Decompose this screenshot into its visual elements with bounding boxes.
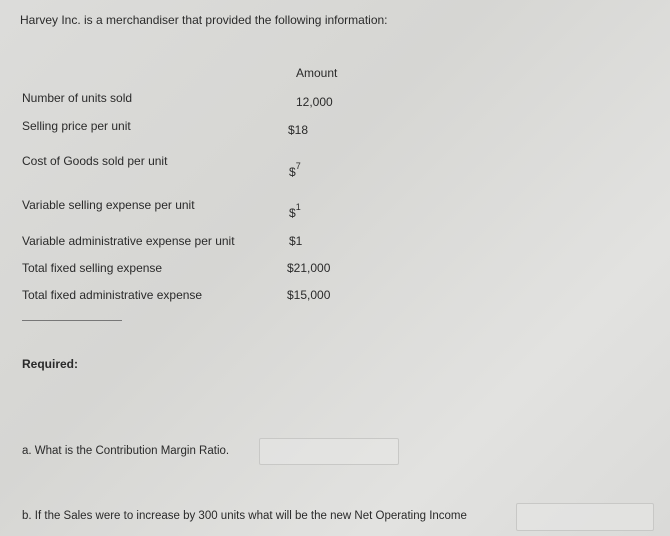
- currency-symbol: $: [289, 165, 296, 179]
- question-b-label: b. If the Sales were to increase by 300 units what will be the new Net Operating Income: [22, 510, 467, 522]
- row-value: $18: [288, 123, 309, 137]
- row-value: $21,000: [287, 261, 331, 275]
- question-a-label: a. What is the Contribution Margin Ratio.: [22, 445, 230, 457]
- value-number: 7: [295, 161, 301, 171]
- amount-header: Amount: [296, 66, 338, 80]
- row-label: Variable selling expense per unit: [22, 198, 195, 212]
- value-number: 1: [295, 202, 301, 212]
- row-value: $1: [289, 234, 303, 248]
- row-value: $15,000: [287, 288, 331, 302]
- divider: [22, 320, 122, 321]
- required-heading: Required:: [22, 357, 79, 371]
- row-label: Variable administrative expense per unit: [22, 234, 235, 248]
- contribution-margin-ratio-input[interactable]: [259, 438, 399, 465]
- row-label: Number of units sold: [22, 91, 133, 105]
- row-value: 12,000: [296, 95, 333, 109]
- currency-symbol: $: [289, 206, 296, 220]
- net-operating-income-input[interactable]: [516, 503, 654, 531]
- row-label: Cost of Goods sold per unit: [22, 154, 168, 168]
- row-label: Selling price per unit: [22, 119, 131, 133]
- row-label: Total fixed administrative expense: [22, 288, 203, 302]
- row-label: Total fixed selling expense: [22, 261, 163, 275]
- problem-title: Harvey Inc. is a merchandiser that provided the following information:: [20, 13, 388, 27]
- row-value: [289, 202, 301, 220]
- row-value: [289, 161, 301, 179]
